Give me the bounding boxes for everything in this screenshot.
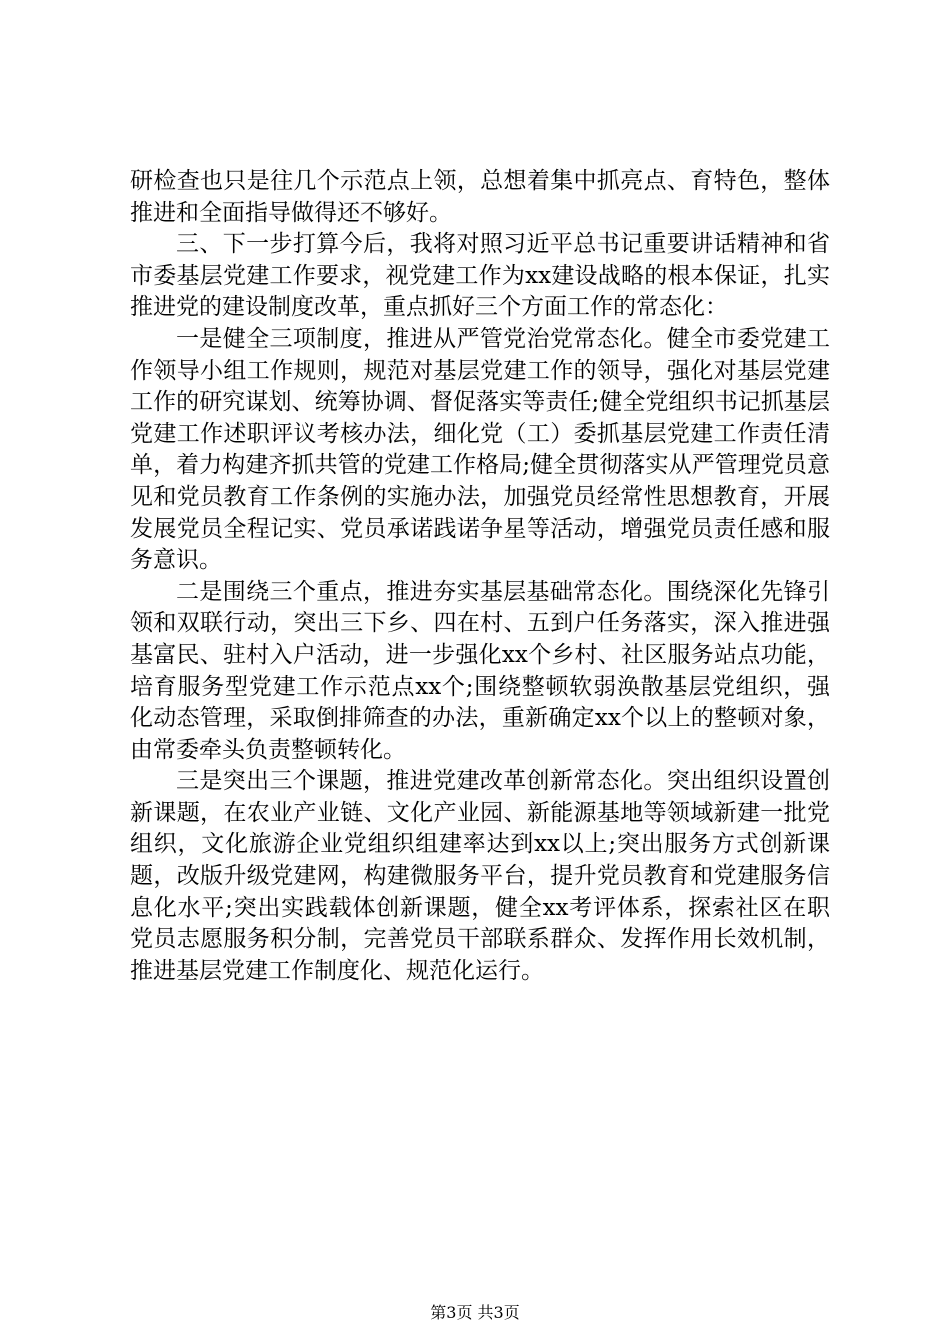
paragraph-next-steps: 三、下一步打算今后，我将对照习近平总书记重要讲话精神和省市委基层党建工作要求，视党建工作为xx建设战略的根本保证，扎实推进党的建设制度改革，重点抓好三个方面工作的常态化： xyxy=(130,231,830,321)
page-number-label: 第3页 共3页 xyxy=(430,1303,520,1322)
paragraph-item-one: 一是健全三项制度，推进从严管党治党常态化。健全市委党建工作领导小组工作规则，规范对基层党建工作的领导，强化对基层党建工作的研究谋划、统筹协调、督促落实等责任;健全党组织书记抓基层党建工作述职评议考核办法，细化党（工）委抓基层党建工作责任清单，着力构建齐抓共管的党建工作格局;健全贯彻落实从严管理党员意见和党员教育工作条例的实施办法，加强党员经常性思想教育，开展发展党员全程记实、党员承诺践诺争星等活动，增强党员责任感和服务意识。 xyxy=(130,325,830,574)
document-body xyxy=(130,166,830,987)
paragraph-item-two: 二是围绕三个重点，推进夯实基层基础常态化。围绕深化先锋引领和双联行动，突出三下乡、四在村、五到户任务落实，深入推进强基富民、驻村入户活动，进一步强化xx个乡村、社区服务站点功能，培育服务型党建工作示范点xx个;围绕整顿软弱涣散基层党组织，强化动态管理，采取倒排筛查的办法，重新确定xx个以上的整顿对象，由常委牵头负责整顿转化。 xyxy=(130,578,830,763)
paragraph-continuation: 研检查也只是往几个示范点上领，总想着集中抓亮点、育特色，整体推进和全面指导做得还不够好。 xyxy=(130,168,830,226)
page-footer xyxy=(0,1303,950,1323)
paragraph-item-three: 三是突出三个课题，推进党建改革创新常态化。突出组织设置创新课题，在农业产业链、文化产业园、新能源基地等领域新建一批党组织，文化旅游企业党组织组建率达到xx以上;突出服务方式创新课题，改版升级党建网，构建微服务平台，提升党员教育和党建服务信息化水平;突出实践载体创新课题，健全xx考评体系，探索社区在职党员志愿服务积分制，完善党员干部联系群众、发挥作用长效机制，推进基层党建工作制度化、规范化运行。 xyxy=(130,768,830,984)
